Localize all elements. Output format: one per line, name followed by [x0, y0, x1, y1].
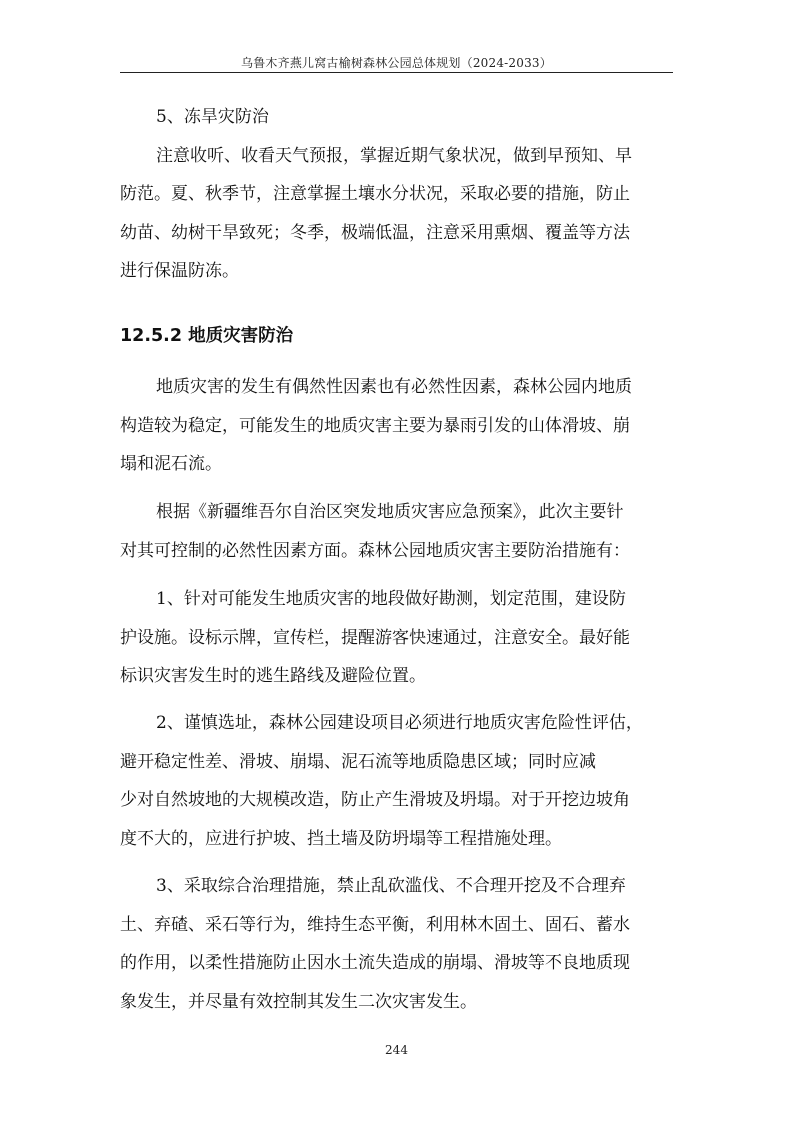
text-line: 对其可控制的必然性因素方面。森林公园地质灾害主要防治措施有：	[120, 540, 630, 561]
text-line: 2、谨慎选址，森林公园建设项目必须进行地质灾害危险性评估，	[156, 713, 643, 733]
text-line: 象发生，并尽量有效控制其发生二次灾害发生。	[120, 991, 477, 1012]
text-line: 标识灾害发生时的逃生路线及避险位置。	[120, 666, 426, 687]
text-line: 1、针对可能发生地质灾害的地段做好勘测，划定范围，建设防	[156, 589, 626, 609]
page-number: 244	[385, 1043, 408, 1057]
geology-paragraph-2	[120, 493, 673, 570]
text-line: 少对自然坡地的大规模改造，防止产生滑坡及坍塌。对于开挖边坡角	[120, 790, 630, 811]
text-line: 地质灾害的发生有偶然性因素也有必然性因素，森林公园内地质	[156, 377, 632, 397]
section-5-block	[120, 98, 673, 291]
text-line: 构造较为稳定，可能发生的地质灾害主要为暴雨引发的山体滑坡、崩	[120, 415, 630, 436]
header-rule	[120, 72, 673, 73]
text-line: 幼苗、幼树干旱致死；冬季，极端低温，注意采用熏烟、覆盖等方法	[120, 222, 630, 243]
section-heading-12-5-2: 12.5.2 地质灾害防治	[120, 326, 294, 346]
text-line: 的作用，以柔性措施防止因水土流失造成的崩塌、滑坡等不良地质现	[120, 953, 630, 974]
text-line: 度不大的，应进行护坡、挡土墙及防坍塌等工程措施处理。	[120, 828, 562, 849]
measure-item-3	[120, 867, 673, 1021]
text-line: 塌和泥石流。	[120, 454, 222, 475]
measure-item-1	[120, 580, 673, 696]
text-line: 注意收听、收看天气预报，掌握近期气象状况，做到早预知、早	[156, 145, 632, 166]
section-5-heading: 5、冻旱灾防治	[156, 107, 269, 127]
text-line: 护设施。设标示牌，宣传栏，提醒游客快速通过，注意安全。最好能	[120, 627, 630, 648]
text-line: 进行保温防冻。	[120, 261, 239, 282]
text-line: 根据《新疆维吾尔自治区突发地质灾害应急预案》，此次主要针	[156, 502, 624, 522]
text-line: 防范。夏、秋季节，注意掌握土壤水分状况，采取必要的措施，防止	[120, 184, 630, 205]
text-line: 土、弃碴、采石等行为，维持生态平衡，利用林木固土、固石、蓄水	[120, 914, 630, 935]
geology-paragraph-1	[120, 368, 673, 484]
measure-item-2	[120, 704, 673, 858]
text-line: 避开稳定性差、滑坡、崩塌、泥石流等地质隐患区域；同时应减	[120, 751, 596, 772]
running-header: 乌鲁木齐燕儿窝古榆树森林公园总体规划（2024-2033）	[241, 56, 552, 70]
text-line: 3、采取综合治理措施，禁止乱砍滥伐、不合理开挖及不合理弃	[156, 876, 626, 896]
